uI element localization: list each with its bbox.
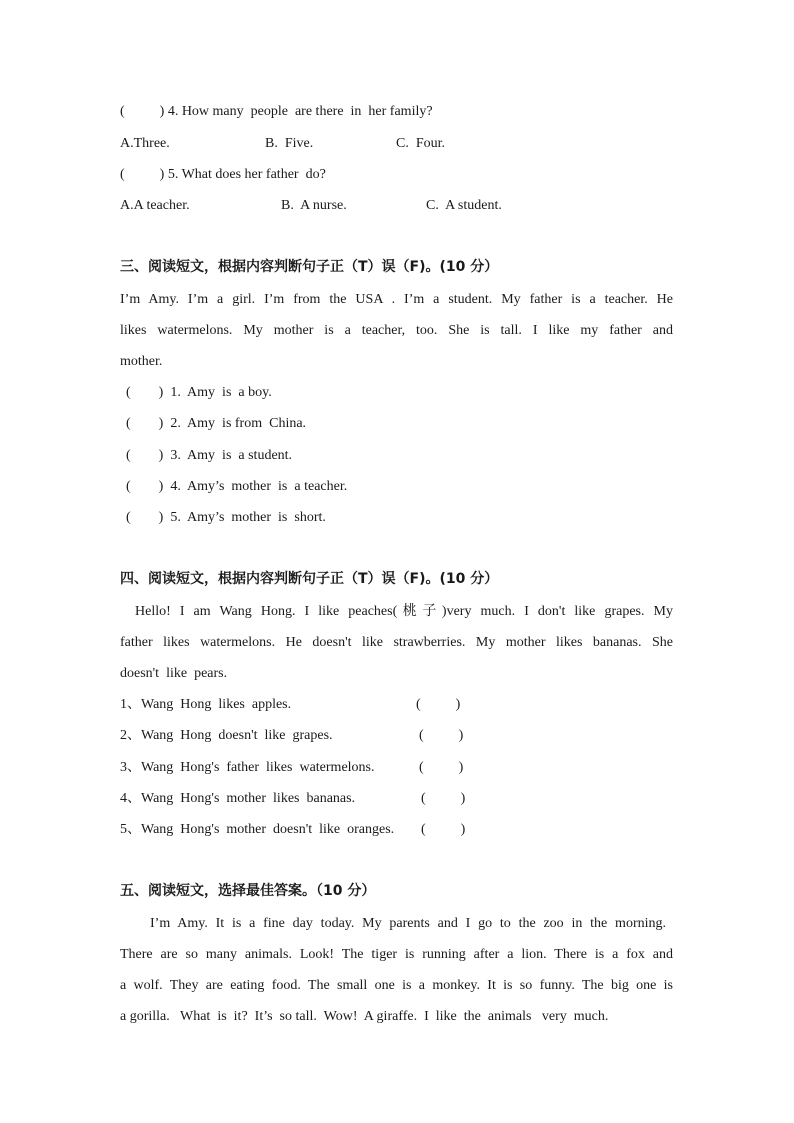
answer-blank-4[interactable]: ( ) [421, 791, 466, 806]
section-4-item-1: 1、Wang Hong likes apples. [120, 697, 292, 712]
section-4-passage-line-1: Hello! I am Wang Hong. I like peaches(桃子)very much. I don't like grapes. My [135, 604, 673, 619]
question-4: ( ) 4. How many people are there in her family? [120, 104, 433, 119]
section-3-item-4: ( ) 4. Amy’s mother is a teacher. [126, 479, 348, 494]
section-5-passage-line-3: a wolf. They are eating food. The small one is a monkey. It is so funny. The big one is [120, 978, 673, 993]
section-5-heading: 五、阅读短文，选择最佳答案。（10 分） [120, 883, 376, 899]
section-5-passage-line-4: a gorilla. What is it? It’s so tall. Wow! A giraffe. I like the animals very much. [120, 1009, 609, 1024]
section-5-passage-line-1: I’m Amy. It is a fine day today. My parents and I go to the zoo in the morning. [150, 916, 666, 931]
section-3-item-2: ( ) 2. Amy is from China. [126, 416, 307, 431]
section-3-passage-line-2: likes watermelons. My mother is a teacher, too. She is tall. I like my father and [120, 323, 673, 338]
answer-blank-5[interactable]: ( ) [421, 822, 466, 837]
section-3-heading: 三、阅读短文，根据内容判断句子正（T）误（F)。(10 分） [120, 259, 499, 275]
section-4-passage-line-2: father likes watermelons. He doesn't like strawberries. My mother likes bananas. She [120, 635, 673, 650]
section-4-heading: 四、阅读短文，根据内容判断句子正（T）误（F)。(10 分） [120, 571, 499, 587]
section-4-item-5: 5、Wang Hong's mother doesn't like oranges. [120, 822, 395, 837]
section-3-item-5: ( ) 5. Amy’s mother is short. [126, 510, 326, 525]
q5-option-c: C. A student. [426, 198, 502, 213]
section-3-item-1: ( ) 1. Amy is a boy. [126, 385, 272, 400]
section-4-item-4: 4、Wang Hong's mother likes bananas. [120, 791, 356, 806]
answer-blank-2[interactable]: ( ) [419, 728, 464, 743]
section-4-item-3: 3、Wang Hong's father likes watermelons. [120, 760, 375, 775]
q4-option-c: C. Four. [396, 136, 446, 151]
q5-option-b: B. A nurse. [281, 198, 347, 213]
q5-option-a: A.A teacher. [120, 198, 190, 213]
q4-option-a: A.Three. [120, 136, 170, 151]
section-3-passage-line-3: mother. [120, 354, 163, 369]
section-5-passage-line-2: There are so many animals. Look! The tiger is running after a lion. There is a fox and [120, 947, 673, 962]
answer-blank-1[interactable]: ( ) [416, 697, 461, 712]
answer-blank-3[interactable]: ( ) [419, 760, 464, 775]
q4-option-b: B. Five. [265, 136, 314, 151]
section-4-passage-line-3: doesn't like pears. [120, 666, 228, 681]
section-3-item-3: ( ) 3. Amy is a student. [126, 448, 293, 463]
section-3-passage-line-1: I’m Amy. I’m a girl. I’m from the USA . I’m a student. My father is a teacher. He [120, 292, 673, 307]
question-5: ( ) 5. What does her father do? [120, 167, 326, 182]
section-4-item-2: 2、Wang Hong doesn't like grapes. [120, 728, 333, 743]
